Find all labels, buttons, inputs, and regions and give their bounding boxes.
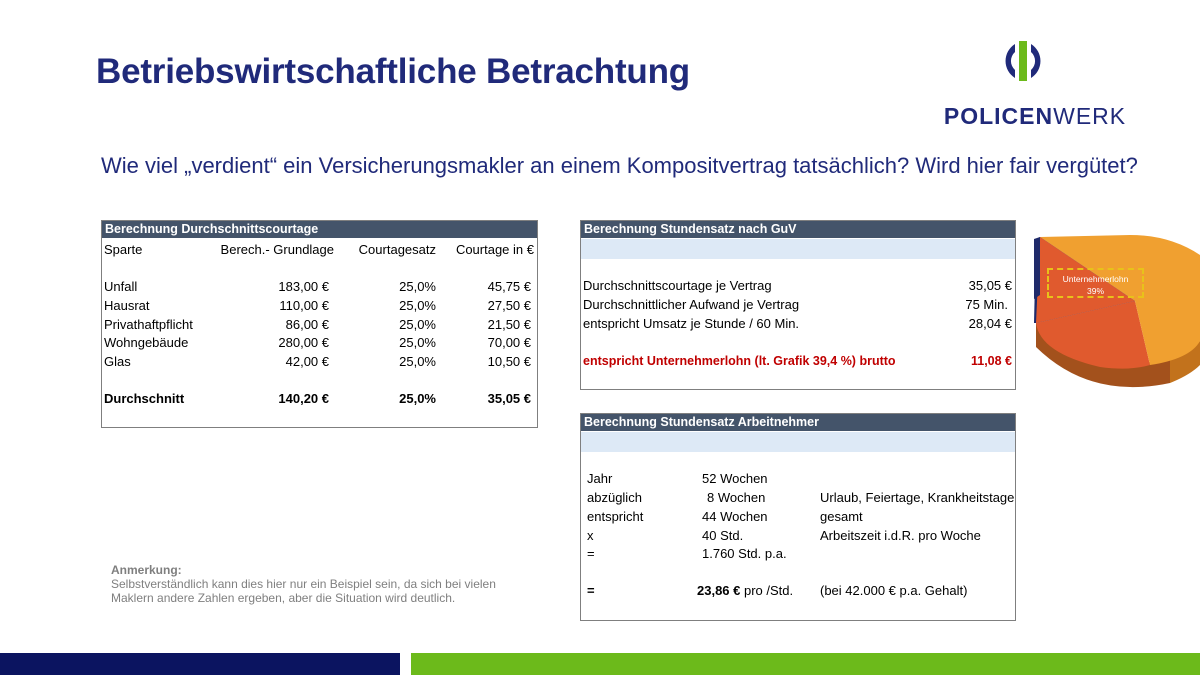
employee-table — [580, 413, 1016, 621]
cell-grundlage: 110,00 € — [279, 298, 329, 313]
result-value-unit: pro /Std. — [740, 583, 794, 598]
cell-satz: 25,0% — [399, 354, 436, 369]
emp-col2: 40 Std. — [702, 528, 744, 543]
guv-table — [580, 220, 1016, 390]
note-line-1: Selbstverständlich kann dies hier nur ein Beispiel sein, da sich bei vielen — [111, 577, 496, 591]
cell-courtage: 21,50 € — [487, 317, 531, 332]
logo-wordmark — [935, 103, 1135, 130]
emp-col2: 8 Wochen — [707, 490, 766, 505]
cell-courtage: 70,00 € — [487, 335, 531, 350]
page-subtitle: Wie viel „verdient“ ein Versicherungsmakler an einem Kompositvertrag tatsächlich? Wird hier fair vergütet? — [101, 153, 1138, 178]
cell-courtage: 27,50 € — [487, 298, 531, 313]
emp-col3: gesamt — [820, 509, 863, 524]
guv-table-title: Berechnung Stundensatz nach GuV — [581, 221, 1015, 238]
total-grundlage: 140,20 € — [278, 391, 329, 406]
emp-col2: 1.760 Std. p.a. — [702, 546, 787, 561]
result-value-bold: 23,86 € — [697, 583, 741, 598]
cell-sparte: Glas — [104, 354, 131, 369]
header-courtage: Courtage in € — [455, 242, 534, 257]
header-grundlage: Berech.- Grundlage — [220, 242, 334, 257]
emp-col1: abzüglich — [587, 490, 642, 505]
cell-satz: 25,0% — [399, 335, 436, 350]
cell-satz: 25,0% — [399, 317, 436, 332]
pie-label-name: Unternehmerlohn — [1062, 274, 1129, 284]
emp-col3: Urlaub, Feiertage, Krankheitstage — [820, 490, 1015, 505]
guv-value: 28,04 € — [968, 316, 1012, 331]
total-label: Durchschnitt — [104, 391, 185, 406]
guv-label: Durchschnittscourtage je Vertrag — [583, 278, 772, 293]
courtage-table — [101, 220, 538, 428]
footer-bar-navy — [0, 653, 400, 675]
guv-value: 35,05 € — [968, 278, 1012, 293]
guv-value: 75 Min. — [965, 297, 1008, 312]
result-value — [697, 582, 793, 600]
cell-grundlage: 86,00 € — [285, 317, 329, 332]
pie-label-percent: 39% — [1086, 286, 1104, 296]
page-title: Betriebswirtschaftliche Betrachtung — [96, 52, 690, 91]
unternehmerlohn-value: 11,08 € — [970, 354, 1012, 368]
unternehmerlohn-label: entspricht Unternehmerlohn (lt. Grafik 39,4 %) brutto — [583, 354, 896, 368]
cell-courtage: 45,75 € — [487, 279, 531, 294]
employee-table-title: Berechnung Stundensatz Arbeitnehmer — [581, 414, 1015, 431]
header-sparte: Sparte — [104, 242, 143, 257]
emp-col1: x — [587, 528, 594, 543]
emp-col2: 44 Wochen — [702, 509, 768, 524]
result-label: = — [587, 583, 595, 598]
cell-satz: 25,0% — [399, 279, 436, 294]
logo-text-light: WERK — [1053, 103, 1127, 129]
emp-col1: = — [587, 546, 595, 561]
note-line-2: Maklern andere Zahlen ergeben, aber die Situation wird deutlich. — [111, 591, 456, 605]
cell-courtage: 10,50 € — [487, 354, 531, 369]
cell-sparte: Wohngebäude — [104, 335, 189, 350]
emp-col1: entspricht — [587, 509, 644, 524]
total-satz: 25,0% — [399, 391, 436, 406]
footer-bar-green — [411, 653, 1200, 675]
note-heading: Anmerkung: — [111, 563, 182, 577]
cell-sparte: Hausrat — [104, 298, 150, 313]
cell-satz: 25,0% — [399, 298, 436, 313]
logo-text-bold: POLICEN — [943, 103, 1054, 129]
logo-mark-icon — [935, 38, 1135, 98]
emp-col1: Jahr — [587, 471, 613, 486]
emp-col3: Arbeitszeit i.d.R. pro Woche — [820, 528, 981, 543]
total-courtage: 35,05 € — [487, 391, 531, 406]
cell-grundlage: 183,00 € — [278, 279, 329, 294]
cell-sparte: Privathaftpflicht — [104, 317, 193, 332]
pie-chart — [1030, 235, 1200, 395]
policenwerk-logo — [935, 38, 1135, 130]
pie-label — [1047, 268, 1144, 298]
cell-grundlage: 42,00 € — [285, 354, 329, 369]
result-note: (bei 42.000 € p.a. Gehalt) — [820, 583, 968, 598]
courtage-table-title: Berechnung Durchschnittscourtage — [102, 221, 537, 238]
emp-col2: 52 Wochen — [702, 471, 768, 486]
cell-grundlage: 280,00 € — [278, 335, 329, 350]
guv-label: Durchschnittlicher Aufwand je Vertrag — [583, 297, 800, 312]
cell-sparte: Unfall — [104, 279, 138, 294]
note-block — [111, 563, 496, 605]
guv-label: entspricht Umsatz je Stunde / 60 Min. — [583, 316, 800, 331]
header-courtagesatz: Courtagesatz — [358, 242, 436, 257]
